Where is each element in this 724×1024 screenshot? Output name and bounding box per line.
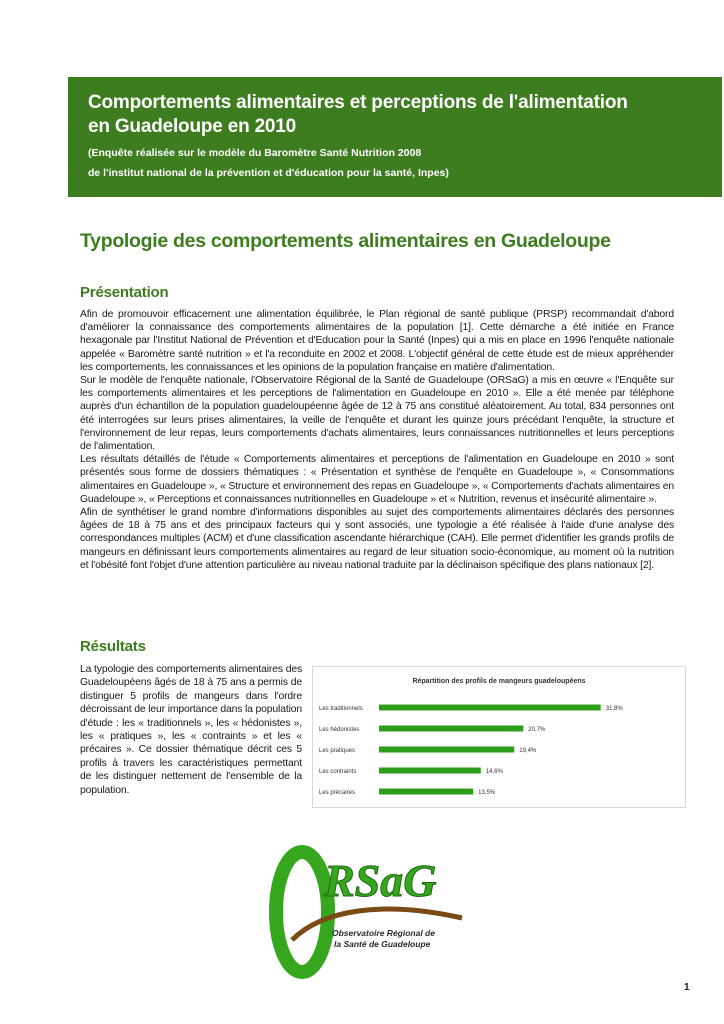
category-label: Les précaires <box>319 790 356 796</box>
bar <box>379 726 523 732</box>
paragraph: Les résultats détaillés de l'étude « Comportements alimentaires et perceptions de l'alimentation en Guadeloupe en 2010 » sont présentés sous forme de dossiers thématiques : « Présentation et synthèse de l'enquête en Guadeloupe », « Consommations alimentaires en Guadeloupe », « Structure et environnement des repas en Guadeloupe », « Comportements d'achats alimentaires en Guadeloupe », « Perceptions et connaissances nutritionnelles en Guadeloupe » et « Nutrition, revenus et insécurité alimentaire ». <box>80 454 674 505</box>
chart-svg <box>313 667 685 807</box>
subtitle-line-2: de l'institut national de la prévention et d'éducation pour la santé, Inpes) <box>88 167 449 179</box>
paragraph: Sur le modèle de l'enquête nationale, l'Observatoire Régional de la Santé de Guadeloupe (ORSaG) a mis en œuvre « l'Enquête sur les comportements alimentaires et les perceptions de l'alimentation en Guadeloupe en 2010 ». Elle a été menée par téléphone auprès d'un échantillon de la population guadeloupéenne âgée de 12 à 75 ans constitué aléatoirement. Au total, 834 personnes ont été interrogées sur leurs prises alimentaires, la veille de l'enquête et durant les quinze jours précédant l'enquête, la structure et l'environnement de leur repas, leurs comportements d'achats alimentaires, leurs connaissances nutritionnelles et leurs perceptions de l'alimentation. <box>80 375 674 453</box>
resultats-heading: Résultats <box>80 638 146 655</box>
value-label: 20,7% <box>528 727 546 733</box>
chart-title: Répartition des profils de mangeurs guadeloupéens <box>412 678 586 685</box>
value-label: 19,4% <box>519 748 537 754</box>
logo-caption-line-1: Observatoire Régional de <box>332 928 435 938</box>
title-line-1: Comportements alimentaires et perceptions de l'alimentation <box>88 92 628 113</box>
bar <box>379 747 514 753</box>
paragraph: Afin de promouvoir efficacement une alimentation équilibrée, le Plan régional de santé publique (PRSP) recommandait d'abord d'améliorer la connaissance des comportements alimentaires de la population [1]. Cette démarche a été initiée en France hexagonale par l'Institut National de Prévention et d'Education pour la Santé (Inpes) qui a mis en place en 1996 l'enquête nationale appelée « Baromètre santé nutrition » et l'a reconduite en 2002 et 2008. L'objectif général de cette étude est de mieux appréhender les comportements, les connaissances et les opinions de la population française en matière d'alimentation. <box>80 309 674 373</box>
category-label: Les hédonistes <box>319 727 360 733</box>
logo-caption-line-2: la Santé de Guadeloupe <box>334 939 431 949</box>
subtitle-line-1: (Enquête réalisée sur le modèle du Baromètre Santé Nutrition 2008 <box>88 147 422 159</box>
value-label: 31,8% <box>605 706 623 712</box>
logo-wordmark: RSaG <box>324 855 437 906</box>
category-label: Les traditionnels <box>319 706 363 712</box>
paragraph: Afin de synthétiser le grand nombre d'informations disponibles au sujet des comportements alimentaires déclarés des personnes âgées de 18 à 75 ans et des principaux facteurs qui y sont associés, une typologie a été réalisée à l'aide d'une analyse des correspondances multiples (ACM) et d'une classification ascendante hiérarchique (CAH). Elle permet d'identifier les grands profils de mangeurs en définissant leurs comportements alimentaires au regard de leur situation socio-économique, au moment où la nutrition et l'obésité font l'objet d'une attention particulière au niveau national traduite par la déclinaison spécifique des plans nationaux [2]. <box>80 507 674 571</box>
page-number: 1 <box>684 982 690 993</box>
title-line-2: en Guadeloupe en 2010 <box>88 116 297 137</box>
presentation-body <box>80 308 674 572</box>
category-label: Les pratiques <box>319 748 356 754</box>
bar <box>379 768 481 774</box>
bar <box>379 789 473 795</box>
title-banner <box>68 77 722 197</box>
document-title <box>88 91 702 139</box>
value-label: 14,6% <box>485 769 503 775</box>
orsag-logo <box>262 840 482 990</box>
main-heading: Typologie des comportements alimentaires en Guadeloupe <box>80 230 611 252</box>
document-subtitle <box>88 143 702 183</box>
category-label: Les contraints <box>319 769 357 775</box>
bar <box>379 705 601 711</box>
value-label: 13,5% <box>478 790 496 796</box>
profile-distribution-chart <box>312 666 686 808</box>
logo-o-shape <box>276 852 328 972</box>
resultats-body: La typologie des comportements alimentaires des Guadeloupéens âgés de 18 à 75 ans a permis de distinguer 5 profils de mangeurs dans l'ordre décroissant de leur importance dans la population d'étude : les « traditionnels », les « hédonistes », les « pratiques », les « contraints » et les « précaires ». Ce dossier thématique décrit ces 5 profils à travers les caractéristiques permettant de les distinguer nettement de l'ensemble de la population. <box>80 664 302 796</box>
presentation-heading: Présentation <box>80 284 169 301</box>
